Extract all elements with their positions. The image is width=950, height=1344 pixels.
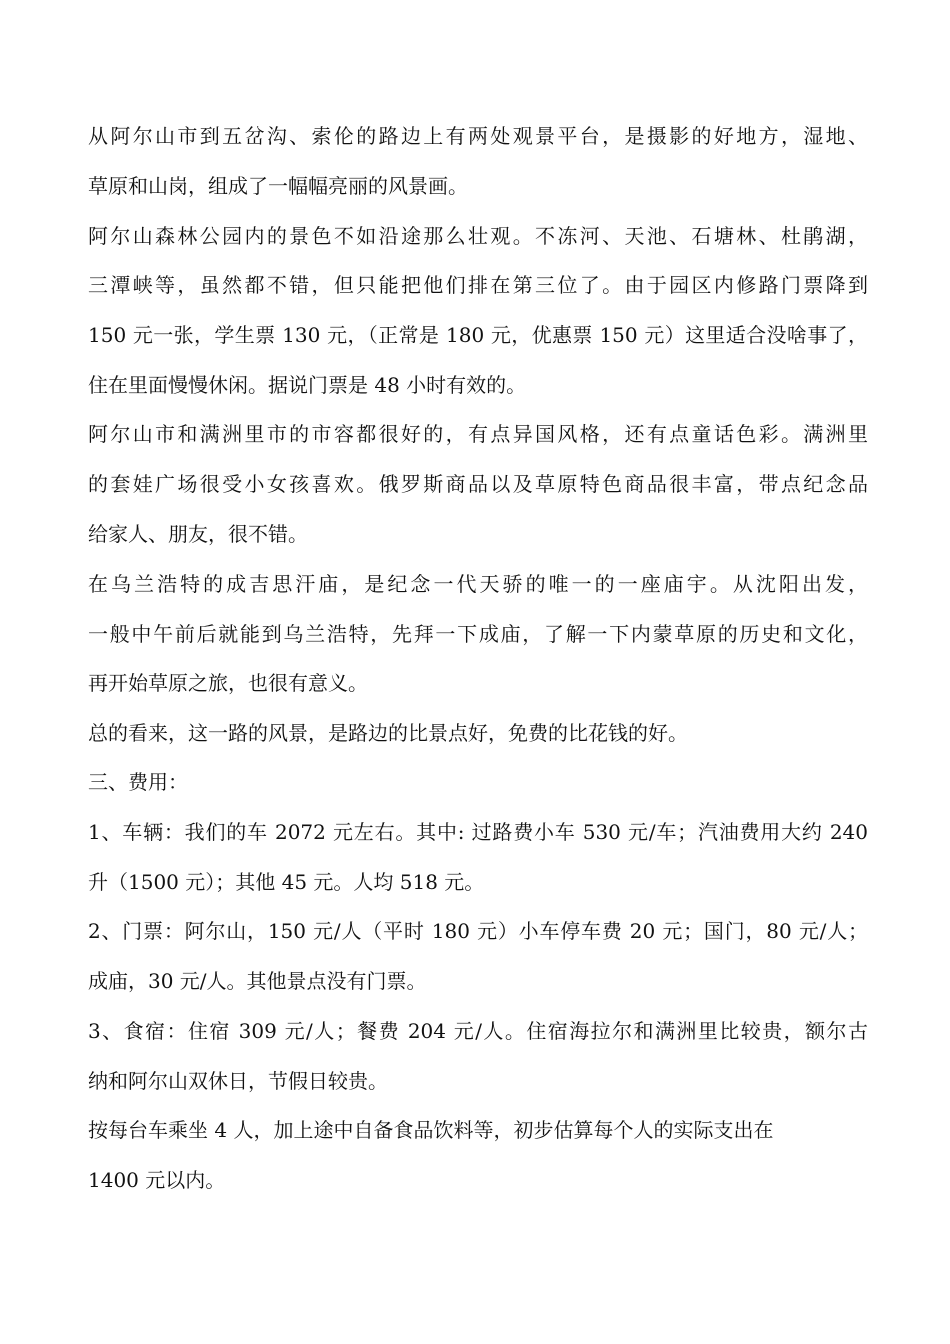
text-line: 150 元一张，学生票 130 元，（正常是 180 元，优惠票 150 元）这里适合没啥事了， xyxy=(88,323,868,347)
text-line: 给家人、朋友，很不错。 xyxy=(88,522,308,546)
section-heading: 三、费用： xyxy=(88,770,188,794)
text-line: 的套娃广场很受小女孩喜欢。俄罗斯商品以及草原特色商品很丰富，带点纪念品 xyxy=(88,472,868,496)
text-line: 在乌兰浩特的成吉思汗庙，是纪念一代天骄的唯一的一座庙宇。从沈阳出发， xyxy=(88,572,868,596)
text-line: 一般中午前后就能到乌兰浩特，先拜一下成庙，了解一下内蒙草原的历史和文化， xyxy=(88,622,868,646)
text-line: 总的看来，这一路的风景，是路边的比景点好，免费的比花钱的好。 xyxy=(88,721,688,745)
text-line: 再开始草原之旅，也很有意义。 xyxy=(88,671,368,695)
text-line: 阿尔山森林公园内的景色不如沿途那么壮观。不冻河、天池、石塘林、杜鹃湖， xyxy=(88,224,868,248)
text-line: 阿尔山市和满洲里市的市容都很好的，有点异国风格，还有点童话色彩。满洲里 xyxy=(88,422,868,446)
text-line: 升（1500 元）；其他 45 元。人均 518 元。 xyxy=(88,870,485,894)
text-line: 三潭峡等，虽然都不错，但只能把他们排在第三位了。由于园区内修路门票降到 xyxy=(88,273,868,297)
text-line: 住在里面慢慢休闲。据说门票是 48 小时有效的。 xyxy=(88,373,527,397)
text-line: 纳和阿尔山双休日，节假日较贵。 xyxy=(88,1069,388,1093)
text-line: 1400 元以内。 xyxy=(88,1168,226,1192)
text-line: 1、车辆：我们的车 2072 元左右。其中: 过路费小车 530 元/车；汽油费用大约 240 xyxy=(88,820,868,844)
text-line: 成庙，30 元/人。其他景点没有门票。 xyxy=(88,969,427,993)
text-line: 从阿尔山市到五岔沟、索伦的路边上有两处观景平台，是摄影的好地方，湿地、 xyxy=(88,124,868,148)
text-line: 草原和山岗，组成了一幅幅亮丽的风景画。 xyxy=(88,174,468,198)
text-line: 按每台车乘坐 4 人，加上途中自备食品饮料等，初步估算每个人的实际支出在 xyxy=(88,1118,774,1142)
text-line: 2、门票：阿尔山，150 元/人（平时 180 元）小车停车费 20 元；国门，80 元/人； xyxy=(88,919,868,943)
text-line: 3、食宿：住宿 309 元/人；餐费 204 元/人。住宿海拉尔和满洲里比较贵，额尔古 xyxy=(88,1019,868,1043)
